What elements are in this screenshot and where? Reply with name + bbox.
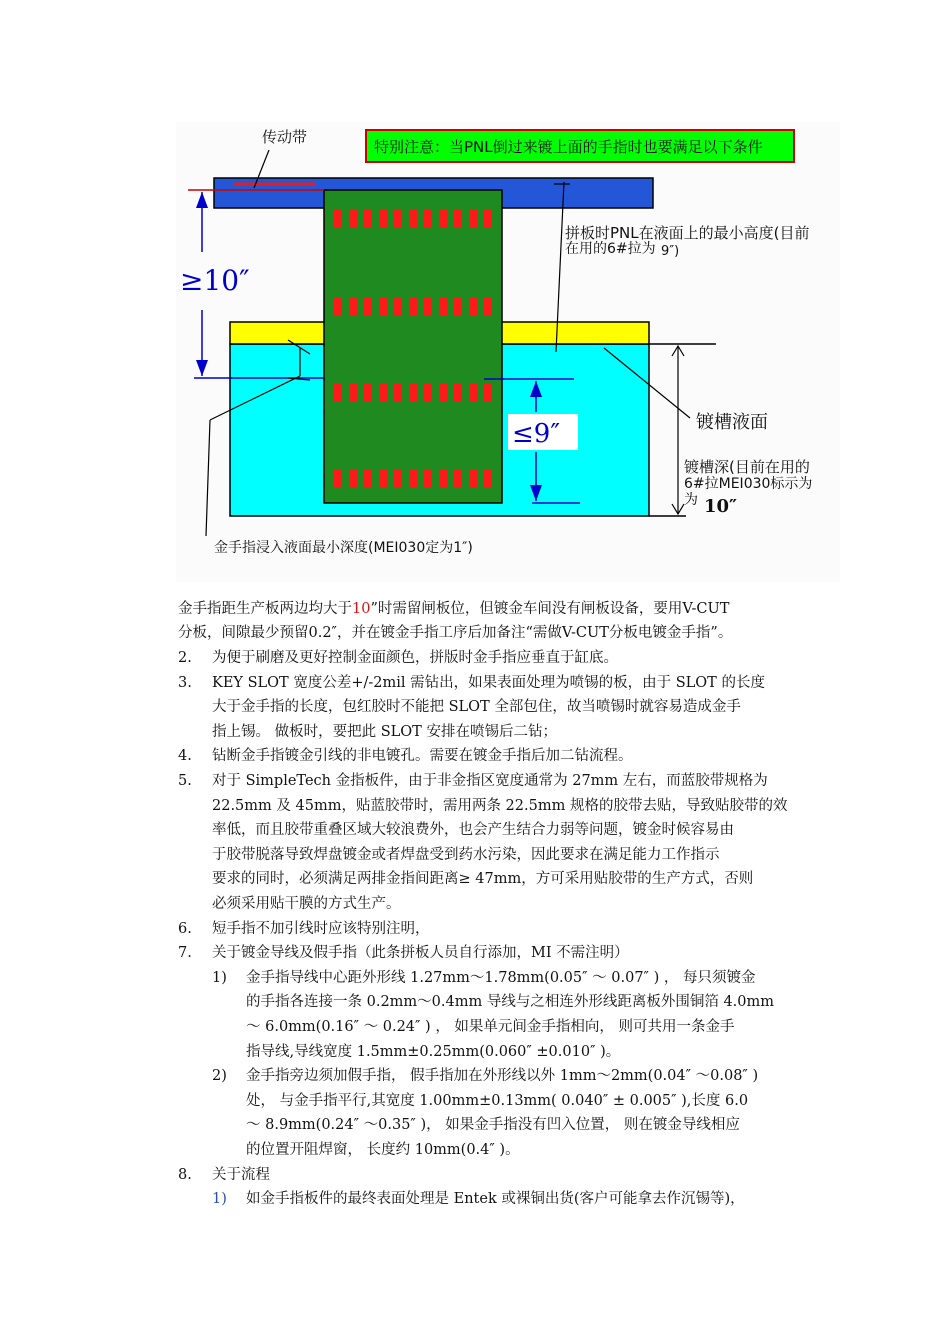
list-item-number: 8. (178, 1166, 192, 1183)
sub-item-text: ～ 6.0mm(0.16″ ～ 0.24″ ) ， 如果单元间金手指相向， 则可共用一条金手 (246, 1019, 735, 1035)
gold-finger (364, 470, 372, 488)
depth-label-3: 为 (684, 492, 698, 508)
list-item-text: 对于 SimpleTech 金指板件，由于非金指区宽度通常为 27mm 左右，而蓝胶带规格为 (212, 773, 768, 789)
gold-finger (424, 298, 432, 316)
gold-finger (439, 384, 447, 402)
sub-item-text: 处， 与金手指平行,其宽度 1.00mm±0.13mm( 0.040″ ± 0.005″ ),长度 6.0 (246, 1092, 749, 1109)
list-item-text: 大于金手指的长度，包红胶时不能把 SLOT 全部包住，故当喷锡时就容易造成金手 (212, 699, 741, 716)
le9-label: ≤9″ (512, 419, 561, 449)
sub-item-text: 指导线,导线宽度 1.5mm±0.25mm(0.060″ ±0.010″ )。 (246, 1043, 621, 1060)
gold-finger (424, 210, 432, 228)
gold-finger (469, 210, 477, 228)
sub-item-text: 的位置开阻焊窗， 长度约 10mm(0.4″ )。 (246, 1142, 520, 1158)
sub-item-text: 金手指旁边须加假手指， 假手指加在外形线以外 1mm～2mm(0.04″ ～0.08″ ) (246, 1068, 759, 1085)
gold-finger (454, 470, 462, 488)
list-item-text: 要求的同时，必须满足两排金指间距离≥ 47mm，方可采用贴胶带的生产方式，否则 (212, 871, 754, 888)
list-item-number: 2. (178, 650, 192, 666)
intro-line-1 (178, 597, 729, 622)
gold-finger (379, 210, 387, 228)
gold-finger (454, 384, 462, 402)
list-item-number: 4. (178, 748, 192, 765)
belt-label: 传动带 (262, 128, 308, 146)
ge10-label: ≥10″ (180, 264, 250, 297)
sub-item-number: 1) (212, 969, 227, 986)
plating-tank-diagram (176, 122, 840, 582)
list-item-text: 于胶带脱落导致焊盘镀金或者焊盘受到药水污染，因此要求在满足能力工作指示 (212, 846, 720, 863)
list-item-text: 关于镀金导线及假手指（此条拼板人员自行添加，MI 不需注明） (212, 945, 629, 962)
pcb-panel (324, 190, 502, 503)
list-item-text: 指上锡。 做板时，要把此 SLOT 安排在喷锡后二钻； (212, 723, 557, 740)
list-item-number: 6. (178, 920, 192, 937)
sub-item-text: 金手指导线中心距外形线 1.27mm～1.78mm(0.05″ ～ 0.07″ ) ， 每只须镀金 (246, 969, 756, 986)
gold-finger (349, 210, 357, 228)
intro-value-10: 10 (352, 601, 371, 617)
gold-finger (469, 384, 477, 402)
gold-finger (349, 384, 357, 402)
gold-finger (424, 470, 432, 488)
list-item-text: 率低，而且胶带重叠区域大较浪费外，也会产生结合力弱等问题，镀金时候容易由 (212, 822, 734, 839)
gold-finger (334, 470, 342, 488)
list-item-number: 3. (178, 674, 192, 691)
gold-finger (394, 210, 402, 228)
gold-finger (439, 210, 447, 228)
list-item-text: KEY SLOT 宽度公差+/-2mil 需钻出，如果表面处理为喷锡的板，由于 SLOT 的长度 (212, 674, 765, 691)
sub-item-text: ～ 8.9mm(0.24″ ～0.35″ )， 如果金手指没有凹入位置， 则在镀金导线相应 (246, 1117, 740, 1134)
depth-label-4: 10″ (704, 496, 738, 517)
list-item-text: 短手指不加引线时应该特别注明， (212, 920, 430, 937)
bath-surface-label: 镀槽液面 (696, 412, 768, 433)
min-height-label-3: 9″) (661, 244, 680, 259)
intro-text-2: ”时需留闸板位，但镀金车间没有闸板设备，要用V-CUT (370, 601, 730, 617)
gold-finger (469, 298, 477, 316)
gold-finger (409, 298, 417, 316)
gold-finger (364, 384, 372, 402)
gold-finger (349, 470, 357, 488)
sub-item-text: 的手指各连接一条 0.2mm～0.4mm 导线与之相连外形线距离板外围铜箔 4.0mm (246, 994, 775, 1011)
list-item-text: 22.5mm 及 45mm，贴蓝胶带时，需用两条 22.5mm 规格的胶带去贴，导致贴胶带的效 (212, 797, 788, 814)
sub-item-number: 1) (212, 1191, 227, 1208)
depth-label-2: 6#拉MEI030标示为 (684, 476, 813, 492)
list-item-text: 关于流程 (212, 1166, 270, 1183)
gold-finger (379, 384, 387, 402)
gold-finger (439, 298, 447, 316)
gold-finger (394, 298, 402, 316)
gold-finger (454, 210, 462, 228)
gold-finger (484, 470, 492, 488)
gold-finger (364, 298, 372, 316)
depth-label-1: 镀槽深(目前在用的 (684, 458, 810, 476)
gold-finger (334, 384, 342, 402)
gold-finger (334, 210, 342, 228)
gold-finger (424, 384, 432, 402)
list-item-number: 7. (178, 945, 192, 962)
gold-finger (409, 210, 417, 228)
min-height-label-1: 拼板时PNL在液面上的最小高度(目前 (565, 224, 810, 242)
gold-finger (394, 384, 402, 402)
gold-finger (379, 470, 387, 488)
gold-finger (439, 470, 447, 488)
notice-text: 特别注意：当PNL倒过来镀上面的手指时也要满足以下条件 (374, 138, 763, 156)
intro-text-1: 金手指距生产板两边均大于 (178, 601, 352, 617)
sub-item-number: 2) (212, 1068, 227, 1085)
gold-finger (334, 298, 342, 316)
gold-finger (409, 384, 417, 402)
gold-finger (379, 298, 387, 316)
gold-finger (484, 298, 492, 316)
list-item-text: 必须采用贴干膜的方式生产。 (212, 896, 401, 912)
list-item-number: 5. (178, 773, 192, 789)
intro-line-2: 分板，间隙最少预留0.2″，并在镀金手指工序后加备注“需做V-CUT分板电镀金手指”。 (178, 625, 733, 641)
gold-finger (484, 210, 492, 228)
sub-item-text: 如金手指板件的最终表面处理是 Entek 或裸铜出货(客户可能拿去作沉锡等)， (246, 1191, 745, 1208)
gold-finger (454, 298, 462, 316)
gold-finger (394, 470, 402, 488)
immersion-label: 金手指浸入液面最小深度(MEI030定为1″) (214, 540, 473, 556)
min-height-label-2: 在用的6#拉为 (565, 241, 656, 257)
gold-finger (349, 298, 357, 316)
gold-finger (484, 384, 492, 402)
list-item-text: 为便于刷磨及更好控制金面颜色，拼版时金手指应垂直于缸底。 (212, 650, 618, 666)
gold-finger (409, 470, 417, 488)
list-item-text: 钻断金手指镀金引线的非电镀孔。需要在镀金手指后加二钻流程。 (212, 748, 633, 765)
gold-finger (364, 210, 372, 228)
gold-finger (469, 470, 477, 488)
